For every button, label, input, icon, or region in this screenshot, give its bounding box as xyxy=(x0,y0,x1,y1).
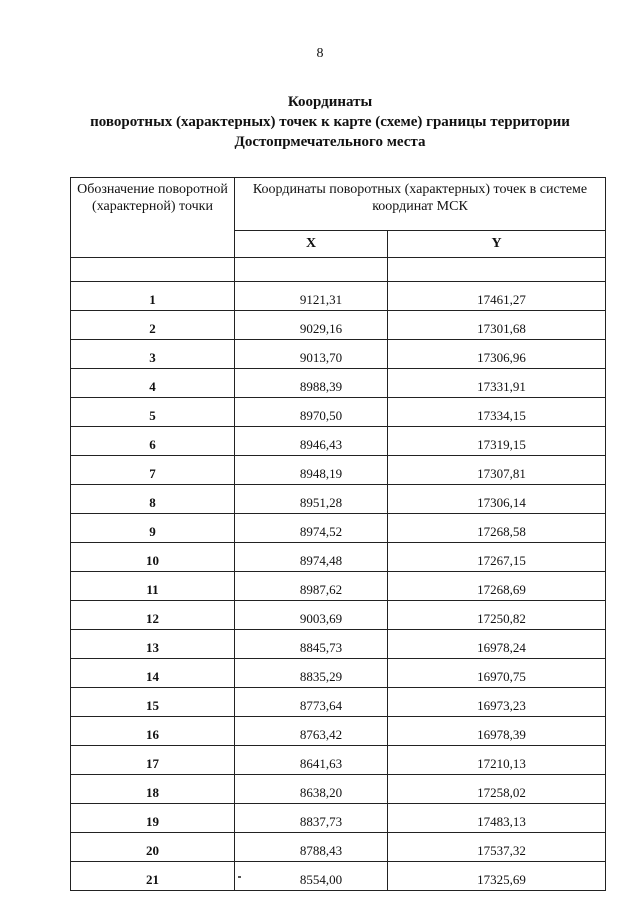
x-coordinate-cell: 8837,73 xyxy=(235,804,388,833)
point-number-cell: 8 xyxy=(71,485,235,514)
table-row xyxy=(71,804,606,833)
point-number-cell: 14 xyxy=(71,659,235,688)
coordinates-table xyxy=(70,177,606,891)
table-row xyxy=(71,311,606,340)
point-number-cell: 17 xyxy=(71,746,235,775)
x-coordinate-cell: 9029,16 xyxy=(235,311,388,340)
x-coordinate-cell: 8641,63 xyxy=(235,746,388,775)
x-coordinate-cell: 8974,48 xyxy=(235,543,388,572)
table-row xyxy=(71,862,606,891)
header-coordinates: Координаты поворотных (характерных) точек в системе координат МСК xyxy=(235,178,606,231)
heading-line-2: поворотных (характерных) точек к карте (схеме) границы территории xyxy=(90,114,570,130)
y-coordinate-cell: 17267,15 xyxy=(388,543,606,572)
x-coordinate-cell: 8987,62 xyxy=(235,572,388,601)
point-number-cell: 20 xyxy=(71,833,235,862)
point-number-cell: 4 xyxy=(71,369,235,398)
y-coordinate-cell: 17210,13 xyxy=(388,746,606,775)
x-coordinate-cell: 8970,50 xyxy=(235,398,388,427)
point-number-cell: 9 xyxy=(71,514,235,543)
table-row xyxy=(71,572,606,601)
point-number-cell: 10 xyxy=(71,543,235,572)
table-row xyxy=(71,601,606,630)
page-number: 8 xyxy=(316,46,324,61)
x-coordinate-cell: 8763,42 xyxy=(235,717,388,746)
y-coordinate-cell: 17250,82 xyxy=(388,601,606,630)
y-coordinate-cell: 17306,14 xyxy=(388,485,606,514)
y-coordinate-cell: 17268,58 xyxy=(388,514,606,543)
point-number-cell: 6 xyxy=(71,427,235,456)
table-row xyxy=(71,514,606,543)
table-row xyxy=(71,543,606,572)
point-number-cell: 19 xyxy=(71,804,235,833)
y-coordinate-cell: 17334,15 xyxy=(388,398,606,427)
y-coordinate-cell: 17537,32 xyxy=(388,833,606,862)
x-coordinate-cell: 8845,73 xyxy=(235,630,388,659)
header-x: X xyxy=(235,230,388,258)
table-spacer-row xyxy=(71,258,606,282)
table-row xyxy=(71,485,606,514)
y-coordinate-cell: 16970,75 xyxy=(388,659,606,688)
y-coordinate-cell: 17301,68 xyxy=(388,311,606,340)
y-coordinate-cell: 17483,13 xyxy=(388,804,606,833)
x-coordinate-cell: 8988,39 xyxy=(235,369,388,398)
point-number-cell: 15 xyxy=(71,688,235,717)
y-coordinate-cell: 16978,24 xyxy=(388,630,606,659)
x-coordinate-cell: 9013,70 xyxy=(235,340,388,369)
table-row xyxy=(71,427,606,456)
y-coordinate-cell: 17258,02 xyxy=(388,775,606,804)
x-coordinate-cell: 8946,43 xyxy=(235,427,388,456)
y-coordinate-cell: 17319,15 xyxy=(388,427,606,456)
x-coordinate-cell: 8638,20 xyxy=(235,775,388,804)
table-row xyxy=(71,282,606,311)
scan-mark xyxy=(238,876,241,878)
x-coordinate-cell: 9003,69 xyxy=(235,601,388,630)
point-number-cell: 11 xyxy=(71,572,235,601)
table-row xyxy=(71,833,606,862)
point-number-cell: 2 xyxy=(71,311,235,340)
x-coordinate-cell: 8948,19 xyxy=(235,456,388,485)
table-row xyxy=(71,659,606,688)
x-coordinate-cell: 8773,64 xyxy=(235,688,388,717)
table-row xyxy=(71,630,606,659)
x-coordinate-cell: 8554,00 xyxy=(235,862,388,891)
point-number-cell: 21 xyxy=(71,862,235,891)
table-row xyxy=(71,369,606,398)
header-point-designation: Обозначение поворотной (характерной) точки xyxy=(71,178,235,258)
document-heading xyxy=(60,92,600,152)
y-coordinate-cell: 17307,81 xyxy=(388,456,606,485)
x-coordinate-cell: 8951,28 xyxy=(235,485,388,514)
x-coordinate-cell: 9121,31 xyxy=(235,282,388,311)
heading-line-1: Координаты xyxy=(287,94,373,110)
y-coordinate-cell: 17268,69 xyxy=(388,572,606,601)
table-row xyxy=(71,717,606,746)
point-number-cell: 7 xyxy=(71,456,235,485)
point-number-cell: 3 xyxy=(71,340,235,369)
table-row xyxy=(71,746,606,775)
point-number-cell: 16 xyxy=(71,717,235,746)
header-y: Y xyxy=(388,230,606,258)
point-number-cell: 18 xyxy=(71,775,235,804)
heading-line-3: Достопрмечательного места xyxy=(234,134,426,150)
point-number-cell: 5 xyxy=(71,398,235,427)
table-row xyxy=(71,340,606,369)
x-coordinate-cell: 8974,52 xyxy=(235,514,388,543)
point-number-cell: 1 xyxy=(71,282,235,311)
table-row xyxy=(71,456,606,485)
table-row xyxy=(71,775,606,804)
y-coordinate-cell: 17331,91 xyxy=(388,369,606,398)
y-coordinate-cell: 16978,39 xyxy=(388,717,606,746)
y-coordinate-cell: 17325,69 xyxy=(388,862,606,891)
y-coordinate-cell: 16973,23 xyxy=(388,688,606,717)
table-row xyxy=(71,688,606,717)
point-number-cell: 12 xyxy=(71,601,235,630)
x-coordinate-cell: 8788,43 xyxy=(235,833,388,862)
x-coordinate-cell: 8835,29 xyxy=(235,659,388,688)
point-number-cell: 13 xyxy=(71,630,235,659)
table-row xyxy=(71,398,606,427)
y-coordinate-cell: 17461,27 xyxy=(388,282,606,311)
y-coordinate-cell: 17306,96 xyxy=(388,340,606,369)
